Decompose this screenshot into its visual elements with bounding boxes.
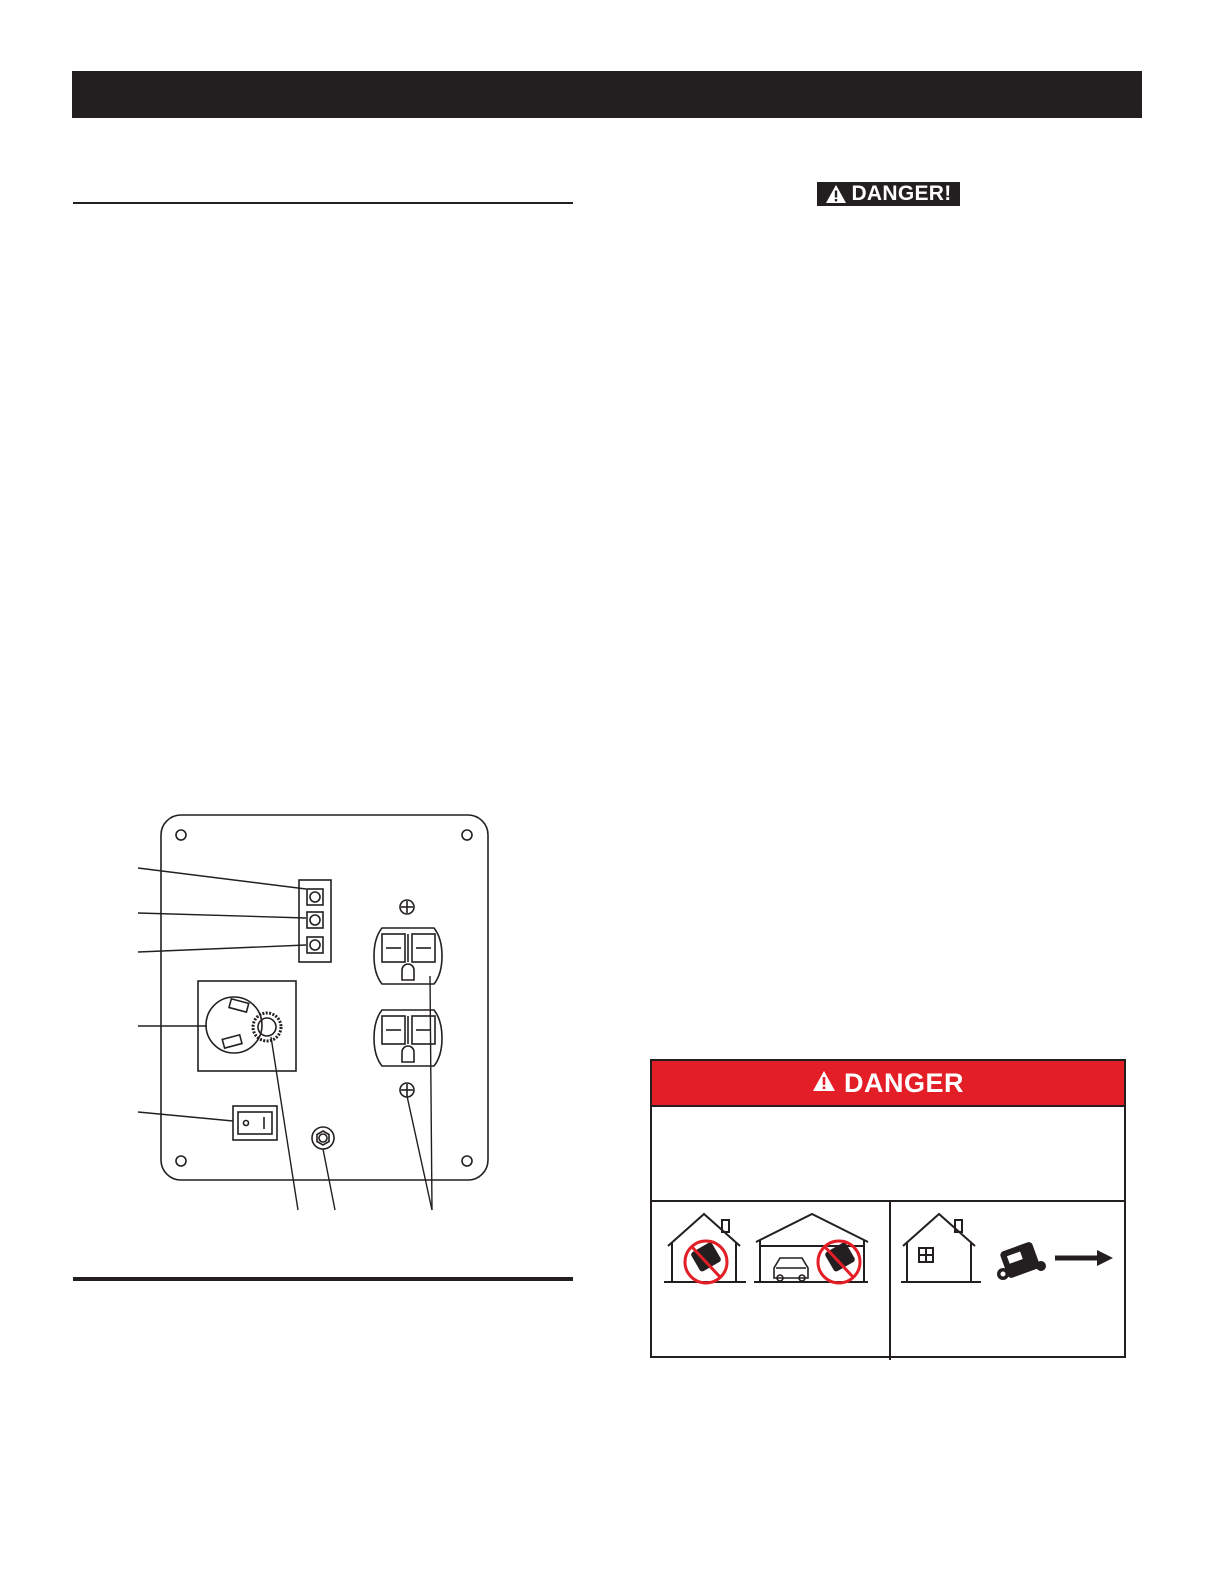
house-icon bbox=[901, 1214, 981, 1282]
danger-badge-label: DANGER! bbox=[851, 182, 952, 205]
danger-safety-label bbox=[650, 1059, 1126, 1358]
warning-triangle-icon bbox=[825, 184, 847, 204]
indicator-light-icon bbox=[307, 912, 323, 928]
danger-label-header bbox=[652, 1061, 1124, 1107]
panel-outline bbox=[161, 815, 488, 1180]
generator-icon bbox=[997, 1241, 1046, 1280]
ground-terminal-icon bbox=[312, 1127, 334, 1149]
circuit-breaker-icon bbox=[253, 1013, 281, 1041]
warning-triangle-icon bbox=[812, 1068, 836, 1099]
corner-screw-icon bbox=[462, 830, 472, 840]
danger-label-pictograms bbox=[652, 1202, 1124, 1360]
indicator-light-icon bbox=[307, 889, 323, 905]
garage-icon bbox=[754, 1214, 868, 1282]
section-header-bar bbox=[72, 71, 1142, 118]
danger-label-message bbox=[652, 1107, 1124, 1202]
generator-icon bbox=[690, 1241, 722, 1272]
car-icon bbox=[774, 1258, 808, 1281]
corner-screw-icon bbox=[176, 830, 186, 840]
rocker-switch-icon bbox=[233, 1106, 277, 1140]
section-rule-top bbox=[73, 202, 573, 204]
outlet-screw-icon bbox=[400, 900, 414, 914]
run-outdoors-panel bbox=[891, 1202, 1124, 1360]
indicator-light-icon bbox=[307, 937, 323, 953]
do-not-run-indoors-panel bbox=[652, 1202, 891, 1360]
duplex-outlet-icon bbox=[374, 928, 442, 984]
corner-screw-icon bbox=[462, 1156, 472, 1166]
section-rule-bottom bbox=[73, 1277, 573, 1281]
control-panel-diagram bbox=[130, 810, 500, 1220]
arrow-right-icon bbox=[1055, 1250, 1113, 1266]
outlet-screw-icon bbox=[400, 1083, 414, 1097]
corner-screw-icon bbox=[176, 1156, 186, 1166]
danger-label-title: DANGER bbox=[843, 1067, 964, 1098]
danger-badge bbox=[817, 182, 960, 206]
duplex-outlet-icon bbox=[374, 1010, 442, 1066]
callout-leader-lines bbox=[138, 868, 432, 1210]
